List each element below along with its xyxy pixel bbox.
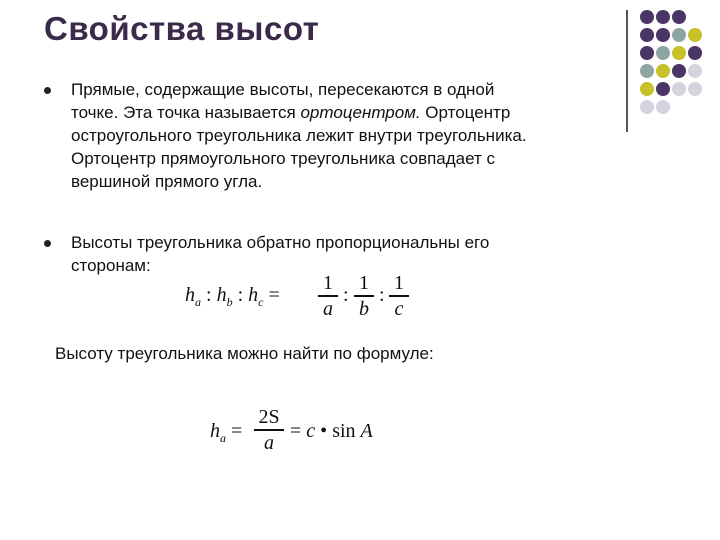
formula-subscript: b (226, 295, 233, 309)
text-line: Ортоцентр прямоугольного треугольника совпадает с (71, 149, 496, 168)
formula-subscript: a (220, 431, 226, 445)
formula-operator: = (268, 284, 280, 306)
formula-operator: : (237, 284, 244, 306)
fraction-numerator: 1 (359, 272, 369, 294)
formula-function: sin (332, 420, 356, 442)
formula-symbol: h (248, 284, 259, 306)
text-span: точке. Эта точка называется (71, 103, 301, 122)
decor-dot (640, 28, 654, 42)
decor-dot (688, 82, 702, 96)
fraction-bar (389, 295, 409, 297)
formula-symbol: h (185, 284, 195, 306)
decor-dot (656, 46, 670, 60)
text-line: остроугольного треугольника лежит внутри треугольника. (71, 126, 527, 145)
decor-dot (640, 82, 654, 96)
formula-operator: = (231, 420, 243, 442)
fraction-2s-over-a (254, 406, 284, 454)
fraction-numerator: 1 (323, 272, 333, 294)
bullet-dot-icon (44, 240, 51, 247)
fraction-denominator: a (323, 297, 333, 320)
bullet-item-orthocenter (44, 78, 604, 198)
bullet-dot-icon (44, 87, 51, 94)
fraction-numerator: 1 (394, 272, 404, 294)
fraction-denominator: c (394, 297, 404, 320)
decor-dot (688, 28, 702, 42)
decor-dot (688, 64, 702, 78)
decor-dot (672, 28, 686, 42)
decor-dot (656, 100, 670, 114)
decor-dot (672, 64, 686, 78)
decor-dot (688, 46, 702, 60)
fraction-1-over-a (318, 272, 338, 320)
decor-dot (640, 10, 654, 24)
decor-dot (656, 10, 670, 24)
bullet-text (71, 78, 611, 193)
text-line: Высоты треугольника обратно пропорциональны его (71, 233, 490, 252)
decor-dot (656, 82, 670, 96)
fraction-bar (354, 295, 374, 297)
bullet-text (71, 231, 611, 277)
fraction-denominator: b (359, 297, 369, 320)
divider-line (626, 10, 628, 132)
page-title: Свойства высот (44, 10, 320, 47)
text-line (71, 101, 611, 124)
formula-operator: = (290, 420, 302, 442)
multiply-dot: • (320, 420, 328, 442)
decor-dot (656, 64, 670, 78)
formula-symbol: A (360, 420, 373, 442)
formula-height-expression (210, 420, 242, 446)
formula-operator: : (379, 284, 385, 306)
decor-dot (640, 100, 654, 114)
formula-intro-text: Высоту треугольника можно найти по формуле: (55, 344, 434, 363)
formula-subscript: c (258, 295, 264, 309)
formula-rhs (290, 420, 373, 443)
fraction-bar (254, 429, 284, 431)
formula-heights-ratio (185, 284, 280, 310)
fraction-numerator: 2S (258, 406, 280, 428)
text-line: Прямые, содержащие высоты, пересекаются в одной (71, 80, 495, 99)
text-span: Ортоцентр (420, 103, 511, 122)
decor-dot (672, 46, 686, 60)
fraction-1-over-c (389, 272, 409, 320)
fraction-denominator: a (264, 431, 274, 454)
formula-subscript: a (195, 295, 201, 309)
text-line: сторонам: (71, 256, 151, 275)
formula-symbol: h (210, 420, 220, 442)
emphasis-term: ортоцентром. (300, 103, 421, 122)
fraction-bar (318, 295, 338, 297)
formula-operator: : (206, 284, 212, 306)
fraction-1-over-b (354, 272, 374, 320)
formula-symbol: h (216, 284, 227, 306)
text-line: вершиной прямого угла. (71, 172, 263, 191)
decor-dot (640, 64, 654, 78)
formula-operator: : (343, 284, 349, 306)
formula-symbol: c (306, 420, 316, 442)
decor-dot (672, 82, 686, 96)
decor-dot (656, 28, 670, 42)
decor-dot (640, 46, 654, 60)
decor-dot (672, 10, 686, 24)
